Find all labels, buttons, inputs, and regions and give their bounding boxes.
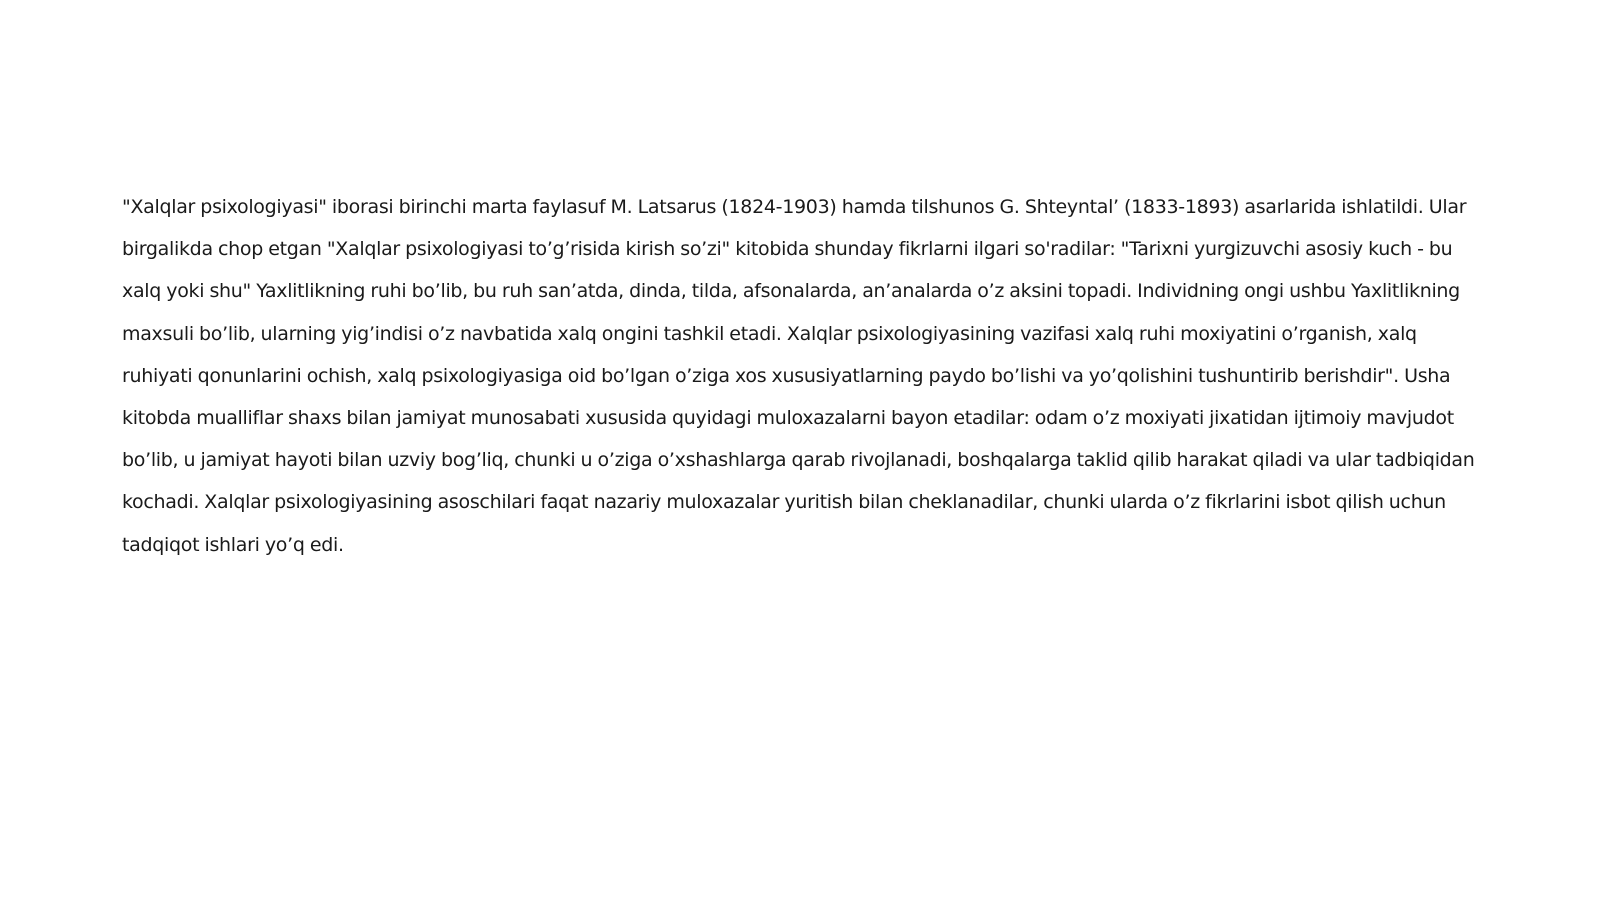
- body-paragraph: "Xalqlar psixologiyasi" iborasi birinchi marta faylasuf M. Latsarus (1824-1903) hamda tilshunos G. Shteyntal’ (1833-1893) asarlarida ishlatildi. Ular birgalikda chop etgan "Xalqlar psixologiyasi to’g’risida kirish so’zi" kitobida shunday fikrlarni ilgari so'radilar: "Tarixni yurgizuvchi asosiy kuch - bu xalq yoki shu" Yaxlitlikning ruhi bo’lib, bu ruh san’atda, dinda, tilda, afsonalarda, an’analarda o’z aksini topadi. Individning ongi ushbu Yaxlitlikning maxsuli bo’lib, ularning yig’indisi o’z navbatida xalq ongini tashkil etadi. Xalqlar psixologiyasining vazifasi xalq ruhi moxiyatini o’rganish, xalq ruhiyati qonunlarini ochish, xalq psixologiyasiga oid bo’lgan o’ziga xos xususiyatlarning paydo bo’lishi va yo’qolishini tushuntirib berishdir". Usha kitobda mualliflar shaxs bilan jamiyat munosabati xususida quyidagi muloxazalarni bayon etadilar: odam o’z moxiyati jixatidan ijtimoiy mavjudot bo’lib, u jamiyat hayoti bilan uzviy bog’liq, chunki u o’ziga o’xshashlarga qarab rivojlanadi, boshqalarga taklid qilib harakat qiladi va ular tadbiqidan kochadi. Xalqlar psixologiyasining asoschilari faqat nazariy muloxazalar yuritish bilan cheklanadilar, chunki ularda o’z fikrlarini isbot qilish uchun tadqiqot ishlari yo’q edi.: [122, 196, 1475, 556]
